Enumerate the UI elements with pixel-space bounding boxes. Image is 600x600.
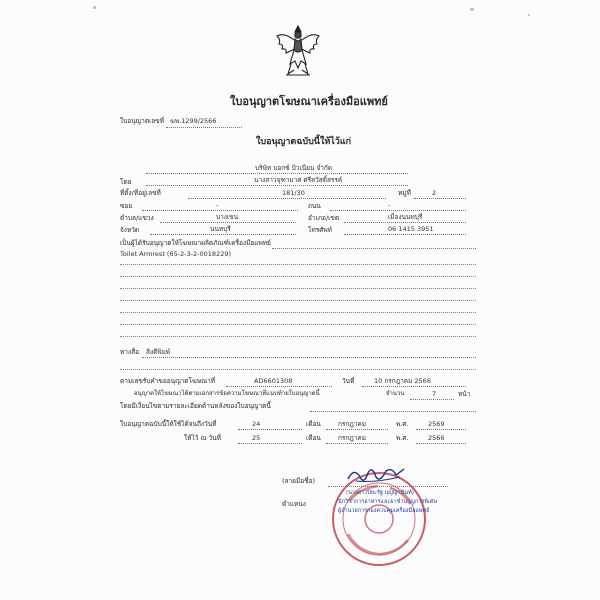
- underline: [414, 198, 466, 199]
- underline: [326, 429, 388, 430]
- underline: [272, 248, 476, 249]
- phone: 06 1415 3951: [388, 225, 434, 233]
- underline: [142, 357, 476, 358]
- blank-line: [120, 312, 476, 313]
- date-label: วันที่: [342, 377, 355, 385]
- valid-year-label: พ.ศ.: [396, 420, 409, 428]
- underline: [226, 386, 332, 387]
- blank-line: [120, 324, 476, 325]
- license-no: ฆพ.1299/2566: [170, 117, 217, 125]
- address-no: 181/30: [282, 189, 305, 197]
- underline: [310, 411, 476, 412]
- province-label: จังหวัด: [120, 226, 140, 234]
- moo-label: หมู่ที่: [398, 189, 411, 197]
- underline: [188, 198, 386, 199]
- media-label: ทางสื่อ: [120, 348, 139, 356]
- count-label: จำนวน: [386, 390, 405, 397]
- company-name: บริษัท บอกซ์ บิวเนียน จำกัด: [255, 164, 333, 172]
- underline: [326, 443, 388, 444]
- blank-line: [120, 276, 476, 277]
- count-unit: หน้า: [458, 390, 471, 398]
- underline: [362, 386, 466, 387]
- blank-line: [120, 288, 476, 289]
- underline: [416, 429, 466, 430]
- blank-line: [120, 264, 476, 265]
- blank-line: [120, 300, 476, 301]
- approve-text: อนุญาตให้โฆษณาได้ตามเอกสารข้อความโฆษณาที่แนบท้ายใบอนุญาตนี้: [134, 390, 320, 397]
- underline: [166, 127, 242, 128]
- underline: [146, 185, 408, 186]
- condition-text: โดยมีเงื่อนไขตามรายละเอียดด้านหลังของใบอนุญาตนี้: [120, 402, 271, 410]
- road-label: ถนน: [308, 202, 321, 210]
- underline: [150, 234, 296, 235]
- signer-position-2: ผู้อำนวยการกองควบคุมเครื่องมือแพทย์: [338, 508, 430, 514]
- signer-position-1: นักวิชาการอาหารและยาชำนาญการพิเศษ: [338, 499, 437, 505]
- blank-line: [120, 336, 476, 337]
- soi: -: [216, 201, 219, 209]
- product-name: Toilet Armrest (65-2-3-2-0018229): [120, 250, 232, 258]
- issued-day: 25: [252, 434, 261, 442]
- issued-month-label: เดือน: [306, 434, 321, 442]
- garuda-emblem-icon: [274, 24, 322, 80]
- underline: [416, 443, 466, 444]
- document-title: ใบอนุญาตโฆษณาเครื่องมือแพทย์: [230, 95, 388, 108]
- issued-month: กรกฎาคม: [338, 434, 367, 442]
- underline: [238, 429, 302, 430]
- scan-speck: [93, 6, 96, 9]
- position-label: ตำแหน่ง: [282, 500, 306, 508]
- underline: [410, 399, 454, 400]
- scan-speck: [470, 8, 474, 11]
- blank-line: [120, 369, 476, 370]
- underline: [146, 173, 408, 174]
- valid-month-label: เดือน: [306, 420, 321, 428]
- underline: [344, 234, 466, 235]
- issued-label: ให้ไว้ ณ วันที่: [184, 434, 221, 442]
- signature-label: (ลายมือชื่อ): [282, 477, 316, 485]
- underline: [344, 222, 466, 223]
- valid-year: 2569: [428, 420, 445, 428]
- by-label: โดย: [120, 178, 132, 186]
- address-label: ที่ตั้ง/ที่อยู่เลขที่: [120, 189, 161, 197]
- province: นนทบุรี: [210, 225, 231, 233]
- representative-name: นางสาวจุฑามาศ ศรีสวัสดิ์สรรค์: [254, 176, 343, 184]
- media: สิ่งตีพิมพ์: [146, 348, 171, 356]
- request-no: AD6601308: [254, 377, 293, 385]
- subdistrict-label: ตำบล/แขวง: [120, 214, 154, 222]
- soi-label: ซอย: [120, 202, 133, 210]
- underline: [330, 210, 466, 211]
- handwritten-signature-icon: [344, 463, 410, 487]
- valid-day: 24: [252, 420, 261, 428]
- underline: [142, 210, 298, 211]
- district: เมืองนนทบุรี: [388, 213, 423, 221]
- issued-year: 2566: [428, 434, 445, 442]
- subdistrict: บางเขน: [216, 213, 239, 221]
- scan-speck: [528, 14, 530, 16]
- page-count: 7: [432, 390, 437, 398]
- district-label: อำเภอ/เขต: [308, 214, 340, 222]
- phone-label: โทรศัพท์: [308, 226, 332, 234]
- issued-year-label: พ.ศ.: [396, 434, 409, 442]
- valid-month: กรกฎาคม: [338, 420, 367, 428]
- valid-label: ใบอนุญาตฉบับนี้ให้ใช้ได้จนถึงวันที่: [120, 420, 217, 428]
- issued-to-title: ใบอนุญาตฉบับนี้ให้ไว้แก่: [256, 137, 352, 147]
- road: -: [388, 201, 391, 209]
- underline: [160, 222, 296, 223]
- advert-intro: เป็นผู้ได้รับอนุญาตให้โฆษณาผลิตภัณฑ์เครื่องมือแพทย์: [120, 239, 271, 247]
- request-no-label: ตามเลขรับคำขออนุญาตโฆษณาที่: [120, 377, 216, 385]
- signer-name: (นางสาวปิยะรัฐ บุญญานันท์): [346, 490, 414, 496]
- underline: [238, 443, 302, 444]
- request-date: 10 กรกฎาคม 2566: [374, 377, 431, 385]
- moo: 2: [432, 189, 437, 197]
- license-no-label: ใบอนุญาตเลขที่: [120, 117, 164, 125]
